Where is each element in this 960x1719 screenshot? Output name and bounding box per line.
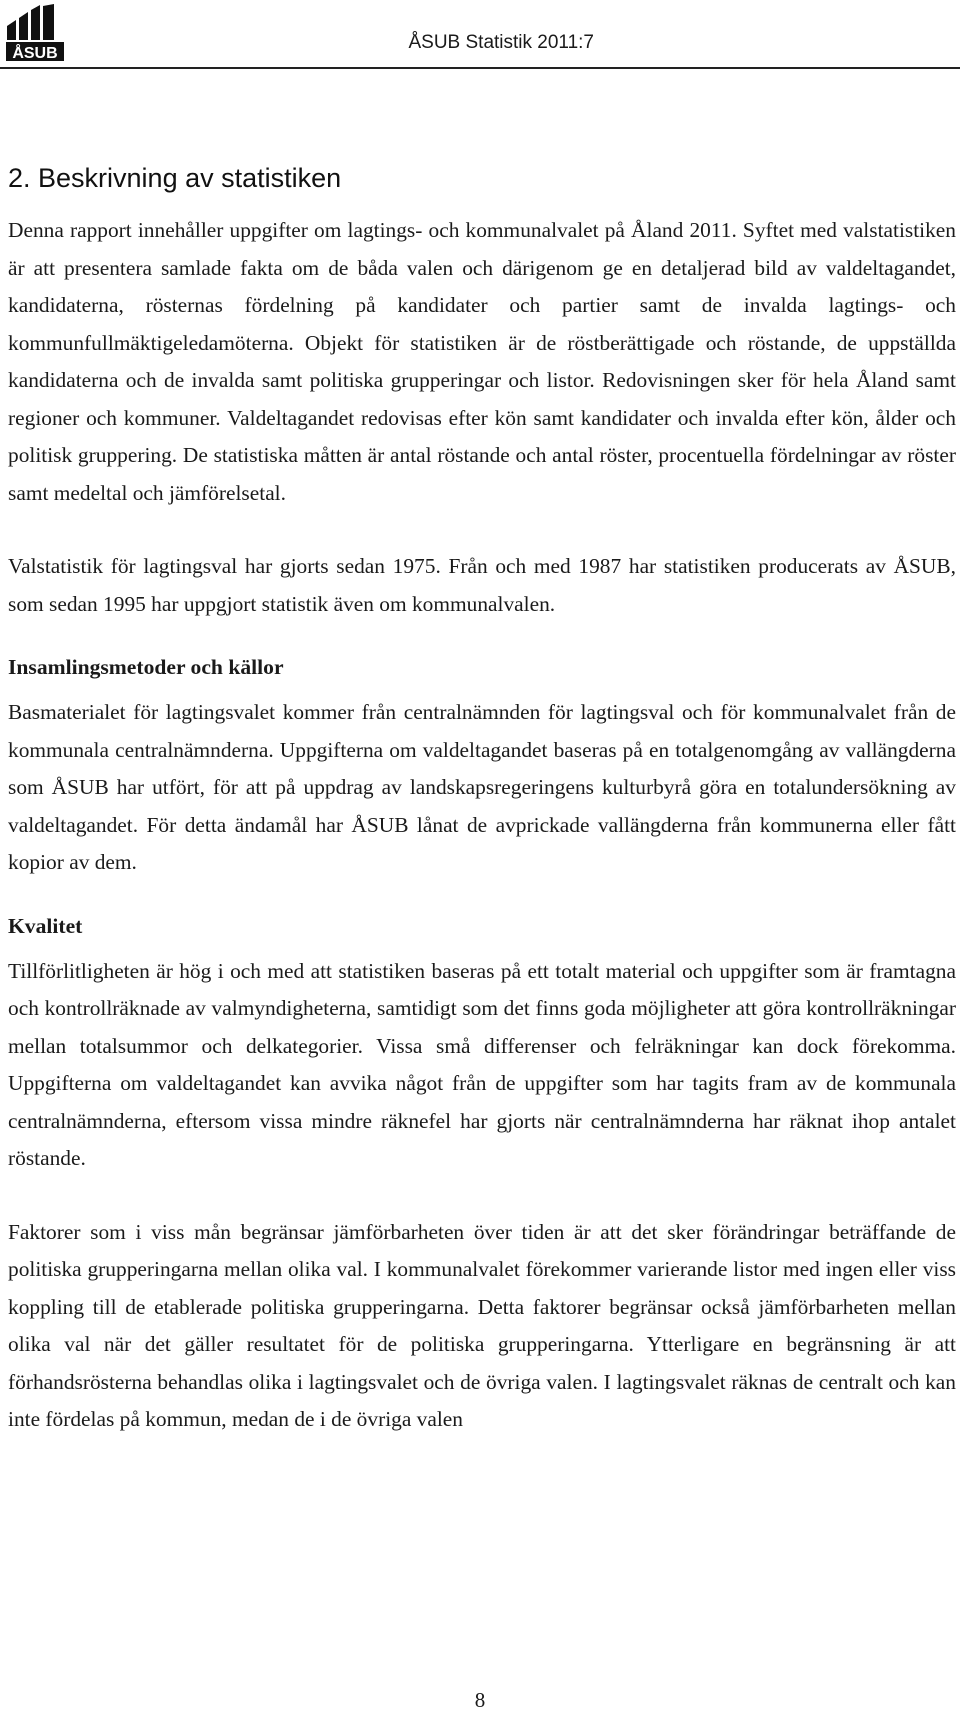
document-body <box>8 158 956 1475</box>
logo-lettering: ÅSUB <box>12 45 58 62</box>
factors-paragraph: Faktorer som i viss mån begränsar jämförbarheten över tiden är att det sker förändringar beträffande de politiska grupperingarna mellan olika val. I kommunalvalet förekommer varierande listor med ingen eller viss koppling till de etablerade politiska grupperingarna. Detta faktorer begränsar också jämförbarheten mellan olika val när det gäller resultatet för de politiska grupperingarna. Ytterligare en begränsning är att förhandsrösterna behandlas olika i lagtingsvalet och de övriga valen. I lagtingsvalet räknas de centralt och kan inte fördelas på kommun, medan de i de övriga valen <box>8 1219 956 1431</box>
header-divider <box>0 67 960 69</box>
section-title: 2. Beskrivning av statistiken <box>8 163 342 193</box>
page-header <box>0 0 960 70</box>
intro-paragraph: Denna rapport innehåller uppgifter om lagtings- och kommunalvalet på Åland 2011. Syftet med valstatistiken är att presentera samlade fakta om de båda valen och därigenom ge en detaljerad bild av valdeltagandet, kandidaterna, rösternas fördelning på kandidater och partier samt de invalda lagtings- och kommunfullmäktigeledamöterna. Objekt för statistiken är de röstberättigade och röstande, de uppställda kandidaterna och de invalda samt politiska grupperingar och listor. Redovisningen sker för hela Åland samt regioner och kommuner. Valdeltagandet redovisas efter kön samt kandidater och invalda efter kön, ålder och politisk gruppering. De statistiska måtten är antal röstande och antal röster, procentuella fördelningar av röster samt medeltal och jämförelsetal. <box>8 218 956 505</box>
report-series-title: ÅSUB Statistik 2011:7 <box>408 32 594 53</box>
history-paragraph: Valstatistik för lagtingsval har gjorts sedan 1975. Från och med 1987 har statistiken producerats av ÅSUB, som sedan 1995 har uppgjort statistik även om kommunalvalen. <box>8 554 956 616</box>
methods-paragraph: Basmaterialet för lagtingsvalet kommer från centralnämnden för lagtingsval och för kommunalvalet från de kommunala centralnämnderna. Uppgifterna om valdeltagandet baseras på en totalgenomgång av vallängderna som ÅSUB har utfört, för att på uppdrag av landskapsregeringens kulturbyrå göra en totalundersökning av valdeltagandet. För detta ändamål har ÅSUB lånat de avprickade vallängderna från kommunerna eller fått kopior av dem. <box>8 700 956 874</box>
quality-paragraph: Tillförlitligheten är hög i och med att statistiken baseras på ett totalt material och uppgifter som är framtagna och kontrollräknade av valmyndigheterna, samtidigt som det finns goda möjligheter att göra kontrollräkningar mellan totalsummor och delkategorier. Vissa små differenser och felräkningar kan dock förekomma. Uppgifterna om valdeltagandet kan avvika något från de uppgifter som har tagits fram av de kommunala centralnämnderna, eftersom vissa mindre räknefel har gjorts när centralnämnderna har räknat ihop antalet röstande. <box>8 958 956 1170</box>
methods-heading: Insamlingsmetoder och källor <box>8 655 284 679</box>
page-number: 8 <box>474 1688 486 1712</box>
quality-heading: Kvalitet <box>8 913 83 938</box>
asub-logo-icon <box>6 4 64 62</box>
